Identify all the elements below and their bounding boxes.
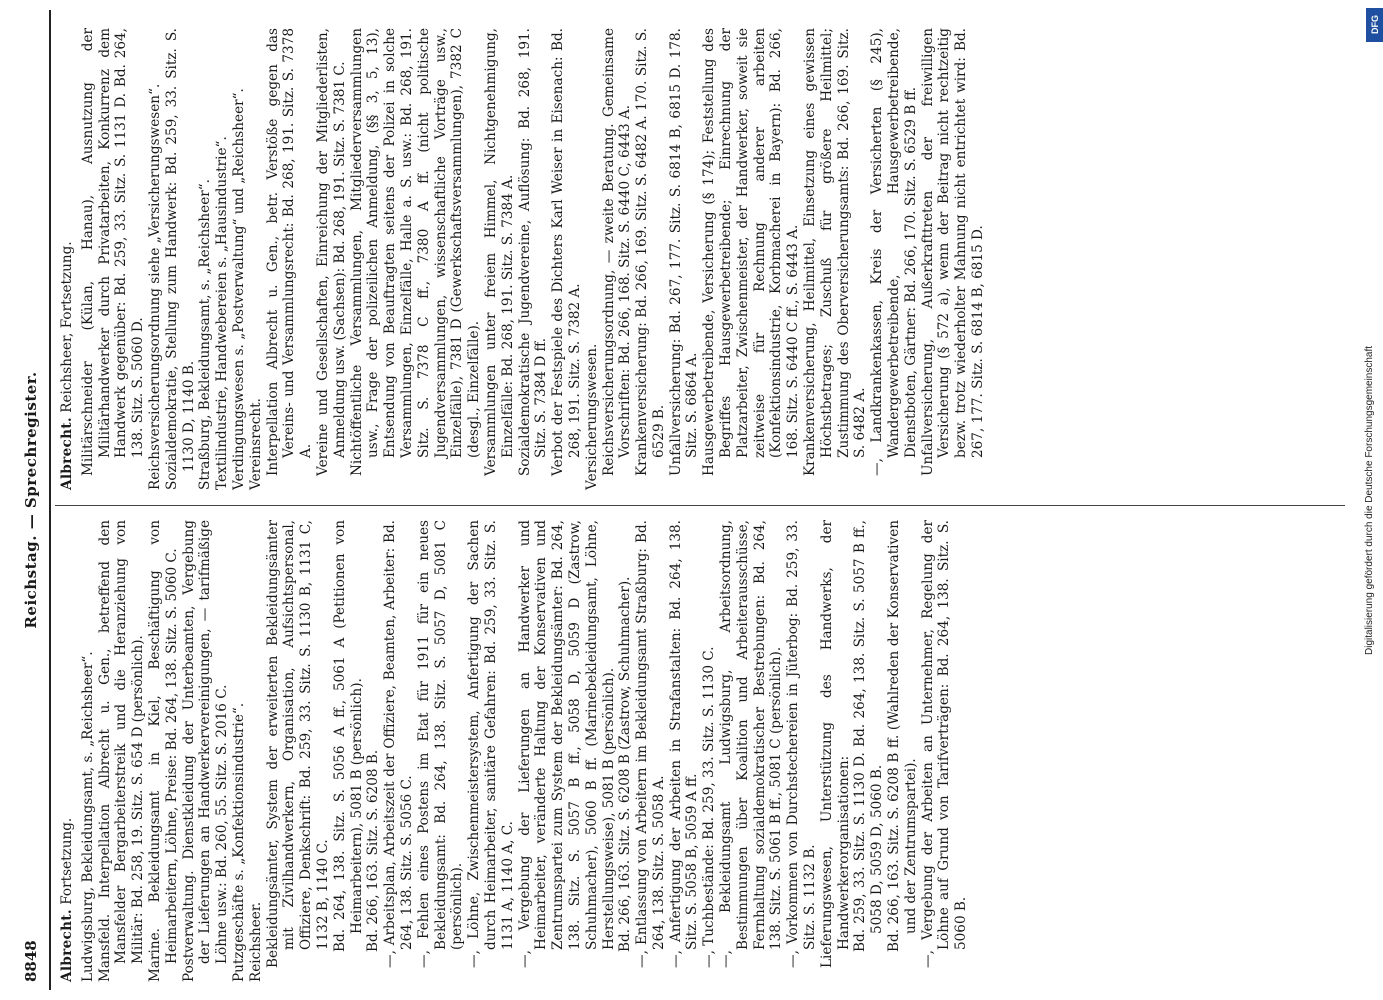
index-entry: Bd. 266, 163. Sitz. S. 6208 B ff. (Wahlreden der Konservativen und der Zentrumspartei).: [886, 520, 919, 952]
left-entries: [80, 520, 970, 982]
index-entry: Reichsheer.: [247, 901, 264, 982]
index-entry: Interpellation Albrecht u. Gen., betr. Verstöße gegen das Vereins- und Versammlungsrecht: Bd. 268, 191. Sitz. S. 7378 A.: [264, 28, 315, 476]
index-entry: —, Löhne, Zwischenmeistersystem, Anfertigung der Sachen durch Heimarbeiter, sanitäre Gefahren: Bd. 259, 33. Sitz. S. 1131 A, 1140 A, C.: [466, 520, 516, 968]
digitization-stamp: Digitalisierung gefördert durch die Deutsche Forschungsgemeinschaft: [1364, 345, 1375, 655]
index-entry: Bd. 264, 138. Sitz. S. 5056 A ff., 5061 A (Petitionen von Heimarbeitern), 5081 B (persönlich).: [331, 520, 365, 952]
index-entry: Reichsversicherungsordnung, — zweite Beratung. Gemeinsame Vorschriften: Bd. 266, 168. Sitz. S. 6440 C, 6443 A.: [600, 28, 634, 476]
running-head: [21, 10, 47, 990]
index-entry: Sozialdemokratische Jugendvereine, Auflösung: Bd. 268, 191. Sitz. S. 7384 D ff.: [516, 28, 550, 476]
index-entry: Bd. 259, 33. Sitz. S. 1130 D. Bd. 264, 138. Sitz. S. 5057 B ff., 5058 D, 5059 D, 5060 B.: [852, 520, 886, 952]
index-entry: —, Anfertigung der Arbeiten in Strafanstalten: Bd. 264, 138. Sitz. S. 5058 B, 5059 A ff.: [667, 520, 701, 968]
index-entry: Unfallversicherung, Außerkrafttreten der freiwilligen Versicherung (§ 572 a), wenn der Beitrag nicht rechtzeitig bezw. trotz wiederholter Mahnung nicht entrichtet wird: Bd. 267, 177. Sitz. S. 6814 B, 6815 D.: [919, 28, 987, 476]
index-entry: —, Entlassung von Arbeitern im Bekleidungsamt Straßburg: Bd. 264, 138. Sitz. S. 5058 A.: [634, 520, 667, 968]
index-entry: —, Arbeitsplan, Arbeitszeit der Offiziere, Beamten, Arbeiter: Bd. 264, 138. Sitz. S. 5056 C.: [382, 520, 415, 968]
right-head-label: Reichsheer, Fortsetzung.: [59, 241, 75, 413]
left-column-head: [59, 520, 76, 982]
index-entry: Nichtöffentliche Versammlungen, Mitgliederversammlungen usw., Frage der polizeilichen Anmeldung, (§§ 3, 5, 13), Entsendung von Beauftragten seitens der Polizei in solche Versammlungen, Einzelfälle, Halle a. S. usw.: Bd. 268, 191. Sitz. S. 7378 C ff., 7380 A ff. (nicht politische Jugendversammlungen, wissenschaftliche Vorträge usw., Einzelfälle), 7381 D (Gewerkschaftsversammlungen), 7382 C (desgl., Einzelfälle).: [348, 28, 483, 476]
index-entry: Ludwigsburg, Bekleidungsamt, s. „Reichsheer“.: [79, 651, 96, 982]
index-entry: Sozialdemokratie, Stellung zum Handwerk: Bd. 259, 33. Sitz. S. 1130 D, 1140 B.: [163, 28, 197, 490]
index-entry: Bd. 266, 163. Sitz. S. 6208 B (Zastrow, Schuhmacher).: [617, 576, 634, 952]
index-entry: Postverwaltung. Dienstkleidung der Unterbeamten, Vergebung der Lieferungen an Handwerkervereinigungen, — tarifmäßige Löhne usw.: Bd. 260, 55. Sitz. S. 2016 C.: [180, 520, 231, 982]
column-divider: [55, 505, 1345, 506]
index-entry: Krankenversicherung, Heilmittel, Einsetzung eines gewissen Höchstbetrages; Zuschuß für größere Heilmittel; Zustimmung des Oberversicherungsamts: Bd. 266, 169. Sitz. S. 6482 A.: [802, 28, 869, 476]
index-entry: Vereine und Gesellschaften, Einreichung der Mitgliederlisten, Anmeldung usw. (Sachsen): Bd. 268, 191. Sitz. S. 7381 C.: [314, 28, 348, 476]
index-entry: Mansfeld. Interpellation Albrecht u. Gen., betreffend den Mansfelder Bergarbeiterstreik und die Heranziehung von Militär: Bd. 258, 19. Sitz. S. 654 D (persönlich).: [96, 520, 147, 982]
right-entries: [80, 28, 987, 490]
left-head-label: Fortsetzung.: [59, 817, 75, 905]
index-entry: Unfallversicherung: Bd. 267, 177. Sitz. S. 6814 B, 6815 D. 178. Sitz. S. 6864 A.: [667, 28, 701, 476]
index-entry: —, Bekleidungsamt Ludwigsburg, Arbeitsordnung, Bestimmungen über Koalition und Arbeiterausschüsse, Fernhaltung sozialdemokratischer Bestrebungen: Bd. 264, 138. Sitz. S. 5061 B ff., 5081 C (persönlich).: [718, 520, 785, 968]
index-entry: Krankenversicherung: Bd. 266, 169. Sitz. S. 6482 A. 170. Sitz. S. 6529 B.: [634, 28, 667, 476]
index-entry: Verdingungswesen s. „Postverwaltung“ und „Reichsheer“.: [230, 88, 247, 490]
index-entry: Bekleidungsämter, System der erweiterten Bekleidungsämter mit Zivilhandwerkern, Organisation, Aufsichtspersonal, Offiziere, Denkschrift: Bd. 259, 33. Sitz. S. 1130 B, 1131 C, 1132 B, 1140 C.: [264, 520, 331, 968]
index-entry: Bd. 266, 163. Sitz. S. 6208 B.: [365, 749, 382, 952]
index-entry: Vereinsrecht.: [247, 398, 264, 490]
index-entry: Militärschneider (Külan, Hanau), Ausnutzung der Militärhandwerker durch Privatarbeiten, Konkurrenz dem Handwerk gegenüber: Bd. 259, 33. Sitz. S. 1131 D. Bd. 264, 138. Sitz. S. 5060 D.: [79, 28, 147, 476]
right-head-name: Albrecht.: [59, 417, 75, 490]
right-column: [59, 28, 987, 490]
page-number: 8848: [22, 940, 40, 982]
index-entry: Versammlungen unter freiem Himmel, Nichtgenehmigung, Einzelfälle: Bd. 268, 191. Sitz. S. 7384 A.: [482, 28, 516, 476]
header-rule: [49, 10, 51, 990]
index-entry: —, Vergebung der Arbeiten an Unternehmer, Regelung der Löhne auf Grund von Tarifverträgen: Bd. 264, 138. Sitz. S. 5060 B.: [919, 520, 970, 968]
index-entry: —, Tuchbestände: Bd. 259, 33. Sitz. S. 1130 C.: [701, 646, 718, 968]
index-entry: Textilindustrie, Handwebereien s. „Hausindustrie“.: [214, 136, 231, 490]
index-entry: —, Vorkommen von Durchstechereien in Jüterbog: Bd. 259, 33. Sitz. S. 1132 B.: [785, 520, 819, 968]
index-entry: —, Landkrankenkassen, Kreis der Versicherten (§ 245), Wandergewerbetreibende, Hausgewerbetreibende, Dienstboten, Gärtner: Bd. 266, 170. Sitz. S. 6529 B ff.: [869, 28, 919, 476]
index-entry: —, Vergebung der Lieferungen an Handwerker und Heimarbeiter, veränderte Haltung der Konservativen und Zentrumspartei zum System der Bekleidungsämter: Bd. 264, 138. Sitz. S. 5057 B ff., 5058 D, 5059 D (Zastrow, Schuhmacher), 5060 B ff. (Marinebekleidungsamt, Löhne, Herstellungsweise), 5081 B (persönlich).: [516, 520, 617, 968]
index-entry: Verbot der Festspiele des Dichters Karl Weiser in Eisenach: Bd. 268, 191. Sitz. S. 7382 A.: [550, 28, 583, 476]
index-entry: Marine. Bekleidungsamt in Kiel, Beschäftigung von Heimarbeitern, Löhne, Preise: Bd. 264, 138. Sitz. S. 5060 C.: [146, 520, 180, 982]
rotated-document-page: [21, 10, 1361, 990]
index-entry: Straßburg, Bekleidungsamt, s. „Reichsheer“.: [197, 178, 214, 490]
index-entry: —, Fehlen eines Postens im Etat für 1911 für ein neues Bekleidungsamt: Bd. 264, 138. Sitz. S. 5057 D, 5081 C (persönlich).: [415, 520, 466, 968]
index-entry: Lieferungswesen, Unterstützung des Handwerks, der Handwerkerorganisationen:: [818, 520, 852, 968]
running-title: Reichstag. — Sprechregister.: [22, 371, 40, 629]
index-entry: Reichsversicherungsordnung siehe „Versicherungswesen“.: [146, 83, 163, 490]
dfg-logo: DFG: [1366, 8, 1383, 42]
left-column: [59, 520, 970, 982]
index-entry: Hausgewerbetreibende, Versicherung (§ 174); Feststellung des Begriffes Hausgewerbetreibende; Einrechnung der Platzarbeiter, Zwischenmeister, der Handwerker, soweit sie zeitweise für Rechnung anderer arbeiten (Konfektionsindustrie, Korbmacherei in Bayern): Bd. 266, 168. Sitz. S. 6440 C ff., S. 6443 A.: [701, 28, 802, 476]
index-entry: Putzgeschäfte s. „Konfektionsindustrie“.: [230, 702, 247, 982]
index-entry: Versicherungswesen.: [583, 343, 600, 490]
left-head-name: Albrecht.: [59, 909, 75, 982]
right-column-head: [59, 28, 76, 490]
